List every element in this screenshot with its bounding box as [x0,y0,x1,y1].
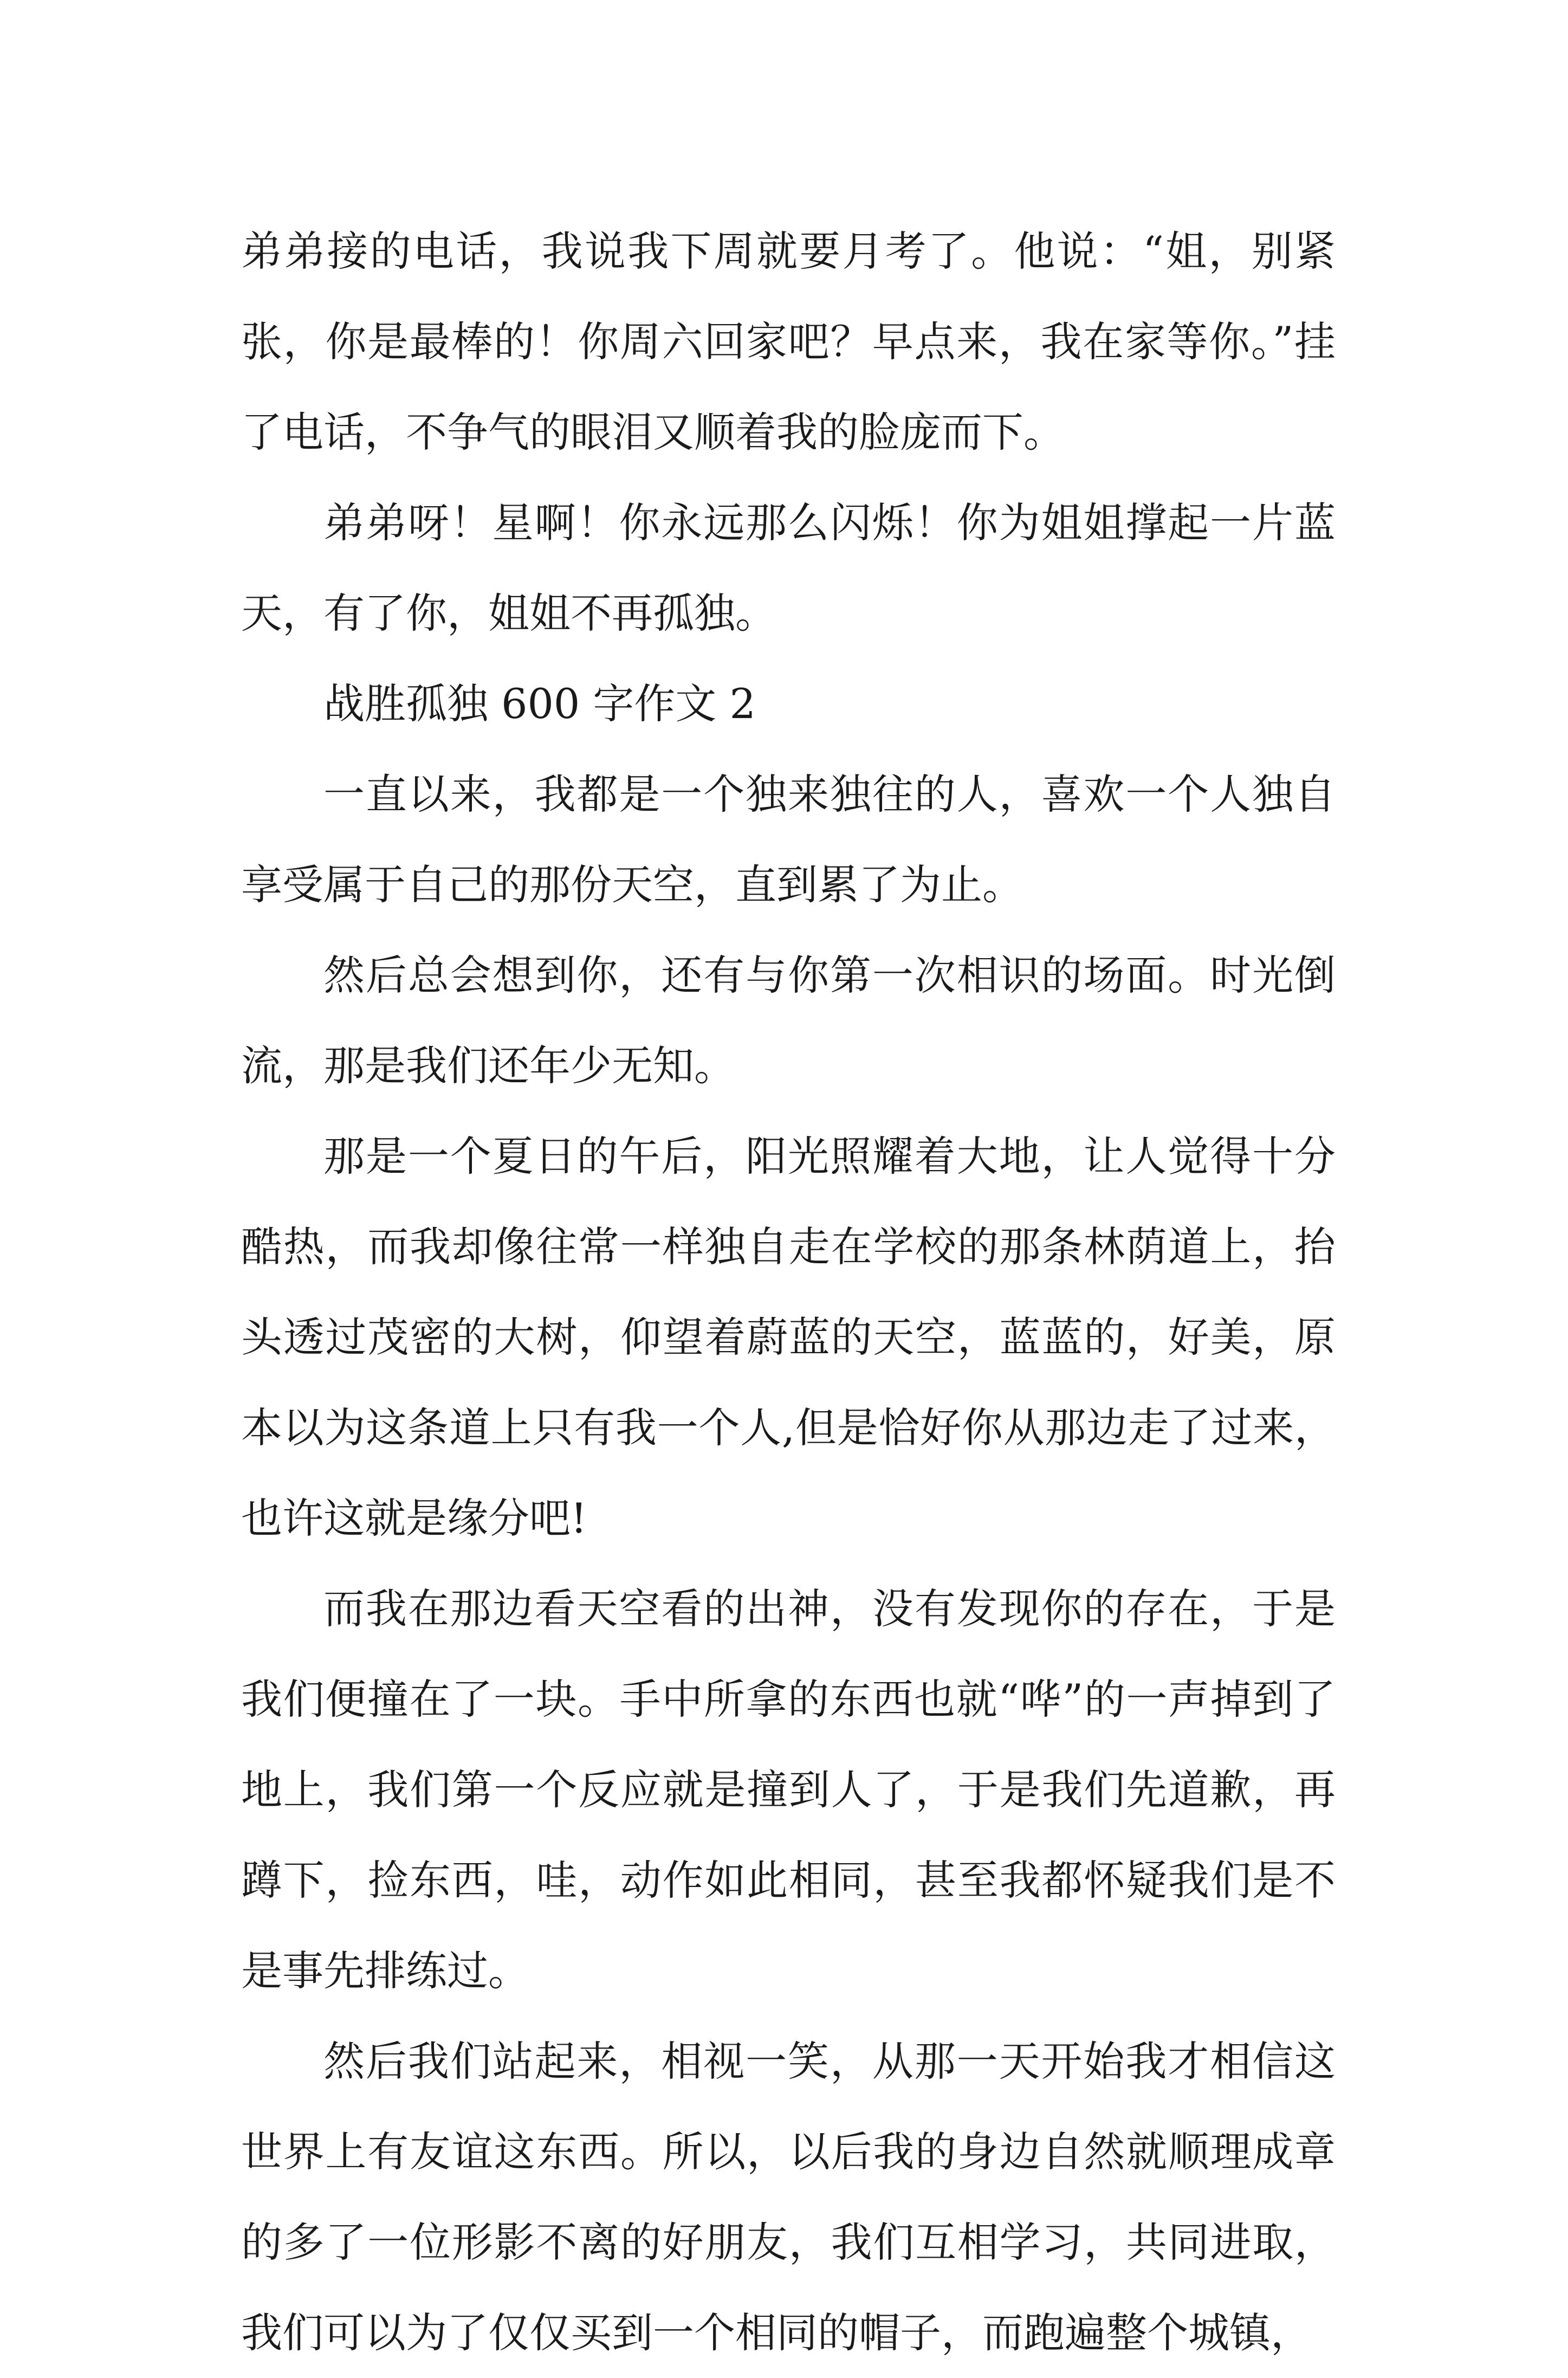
paragraph: 一直以来，我都是一个独来独往的人，喜欢一个人独自享受属于自己的那份天空，直到累了为止。 [241,770,1336,909]
paragraph: 然后总会想到你，还有与你第一次相识的场面。时光倒流，那是我们还年少无知。 [241,951,1336,1090]
paragraph: 然后我们站起来，相视一笑，从那一天开始我才相信这世界上有友谊这东西。所以，以后我的身边自然就顺理成章的多了一位形影不离的好朋友，我们互相学习，共同进取，我们可以为了仅仅买到一个相同的帽子，而跑遍整个城镇， [241,2037,1336,2357]
paragraph: 而我在那边看天空看的出神，没有发现你的存在，于是我们便撞在了一块。手中所拿的东西也就“哗”的一声掉到了地上，我们第一个反应就是撞到人了，于是我们先道歉，再蹲下，捡东西，哇，动作如此相同，甚至我都怀疑我们是不是事先排练过。 [241,1585,1336,1995]
paragraph: 弟弟呀！星啊！你永远那么闪烁！你为姐姐撑起一片蓝天，有了你，姐姐不再孤独。 [241,499,1336,637]
paragraph: 那是一个夏日的午后，阳光照耀着大地，让人觉得十分酷热，而我却像往常一样独自走在学校的那条林荫道上，抬头透过茂密的大树，仰望着蔚蓝的天空，蓝蓝的，好美，原本以为这条道上只有我一个人,但是恰好你从那边走了过来，也许这就是缘分吧! [241,1132,1336,1542]
paragraph: 弟弟接的电话，我说我下周就要月考了。他说：“姐，别紧张，你是最棒的！你周六回家吧？早点来，我在家等你。”挂了电话，不争气的眼泪又顺着我的脸庞而下。 [241,227,1336,456]
document-body [241,206,1336,2378]
section-heading: 战胜孤独 600 字作文 2 [323,680,756,728]
